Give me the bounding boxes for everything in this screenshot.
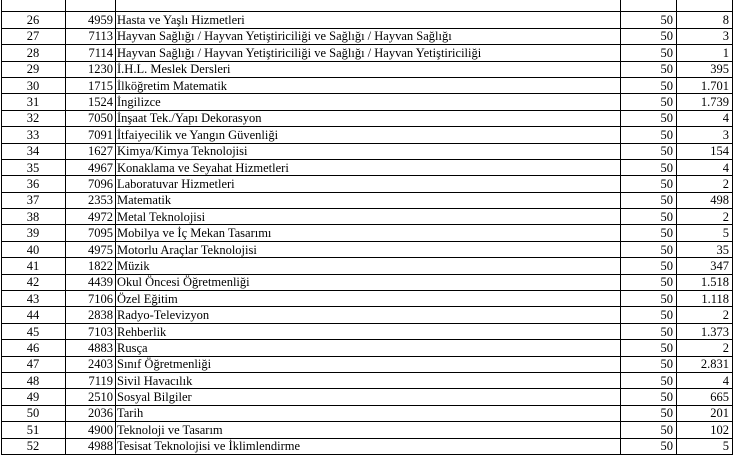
field-name: İngilizce	[116, 94, 621, 110]
field-code: 2403	[66, 356, 116, 372]
table-row	[2, 0, 733, 12]
field-name: İ.H.L. Meslek Dersleri	[116, 61, 621, 77]
field-code: 2838	[66, 307, 116, 323]
row-number: 40	[2, 241, 66, 257]
field-code: 4972	[66, 209, 116, 225]
row-number	[2, 0, 66, 12]
field-code: 4967	[66, 159, 116, 175]
field-code: 7114	[66, 45, 116, 61]
field-name: Hayvan Sağlığı / Hayvan Yetiştiriciliği ve Sağlığı / Hayvan Yetiştiriciliği	[116, 45, 621, 61]
applicant-count: 1.739	[677, 94, 733, 110]
field-name: Konaklama ve Seyahat Hizmetleri	[116, 159, 621, 175]
field-name: Müzik	[116, 258, 621, 274]
applicant-count: 8	[677, 12, 733, 28]
table-row	[2, 323, 733, 339]
table-row	[2, 307, 733, 323]
applicant-count: 1.118	[677, 291, 733, 307]
applicant-count: 4	[677, 159, 733, 175]
applicant-count: 4	[677, 372, 733, 388]
applicant-count: 498	[677, 192, 733, 208]
quota-value: 50	[621, 192, 677, 208]
field-code: 7091	[66, 127, 116, 143]
field-code: 1627	[66, 143, 116, 159]
row-number: 43	[2, 291, 66, 307]
row-number: 26	[2, 12, 66, 28]
row-number: 31	[2, 94, 66, 110]
field-name: Laboratuvar Hizmetleri	[116, 176, 621, 192]
quota-value	[621, 0, 677, 12]
field-code: 4988	[66, 438, 116, 454]
applicant-count: 1.701	[677, 77, 733, 93]
field-name: Hayvan Sağlığı / Hayvan Yetiştiriciliği ve Sağlığı / Hayvan Sağlığı	[116, 28, 621, 44]
table-row	[2, 61, 733, 77]
table-row	[2, 77, 733, 93]
row-number: 50	[2, 405, 66, 421]
row-number: 42	[2, 274, 66, 290]
field-code: 2510	[66, 389, 116, 405]
table-row	[2, 127, 733, 143]
field-name: Hasta ve Yaşlı Hizmetleri	[116, 12, 621, 28]
field-code: 4975	[66, 241, 116, 257]
table-row	[2, 438, 733, 454]
applicant-count: 4	[677, 110, 733, 126]
field-name: İlköğretim Matematik	[116, 77, 621, 93]
quota-value: 50	[621, 28, 677, 44]
quota-value: 50	[621, 258, 677, 274]
applicant-count: 35	[677, 241, 733, 257]
field-name: İnşaat Tek./Yapı Dekorasyon	[116, 110, 621, 126]
applicant-count: 154	[677, 143, 733, 159]
applicant-count: 665	[677, 389, 733, 405]
table-row	[2, 241, 733, 257]
field-name: Tarih	[116, 405, 621, 421]
field-name: Matematik	[116, 192, 621, 208]
row-number: 47	[2, 356, 66, 372]
quota-value: 50	[621, 274, 677, 290]
table-row	[2, 405, 733, 421]
row-number: 28	[2, 45, 66, 61]
field-code: 2353	[66, 192, 116, 208]
row-number: 34	[2, 143, 66, 159]
quota-value: 50	[621, 356, 677, 372]
field-name: Sınıf Öğretmenliği	[116, 356, 621, 372]
table-row	[2, 372, 733, 388]
table-row	[2, 274, 733, 290]
quota-value: 50	[621, 110, 677, 126]
applicant-count: 1.373	[677, 323, 733, 339]
row-number: 46	[2, 340, 66, 356]
quota-value: 50	[621, 225, 677, 241]
table-row	[2, 176, 733, 192]
field-name: İtfaiyecilik ve Yangın Güvenliği	[116, 127, 621, 143]
row-number: 27	[2, 28, 66, 44]
applicant-count: 3	[677, 127, 733, 143]
field-code: 4900	[66, 422, 116, 438]
row-number: 44	[2, 307, 66, 323]
table-row	[2, 110, 733, 126]
field-code: 7050	[66, 110, 116, 126]
quota-value: 50	[621, 241, 677, 257]
quota-value: 50	[621, 209, 677, 225]
field-code: 4439	[66, 274, 116, 290]
field-code: 1715	[66, 77, 116, 93]
row-number: 52	[2, 438, 66, 454]
row-number: 45	[2, 323, 66, 339]
field-name: Kimya/Kimya Teknolojisi	[116, 143, 621, 159]
applicant-count	[677, 0, 733, 12]
quota-value: 50	[621, 307, 677, 323]
quota-value: 50	[621, 323, 677, 339]
applicant-count: 5	[677, 225, 733, 241]
row-number: 38	[2, 209, 66, 225]
applicant-count: 2	[677, 340, 733, 356]
field-code: 7106	[66, 291, 116, 307]
applicant-count: 1	[677, 45, 733, 61]
field-name: Rusça	[116, 340, 621, 356]
field-name: Motorlu Araçlar Teknolojisi	[116, 241, 621, 257]
field-name: Özel Eğitim	[116, 291, 621, 307]
row-number: 29	[2, 61, 66, 77]
table-row	[2, 45, 733, 61]
field-name: Radyo-Televizyon	[116, 307, 621, 323]
field-name: Teknoloji ve Tasarım	[116, 422, 621, 438]
table-row	[2, 291, 733, 307]
row-number: 48	[2, 372, 66, 388]
field-code: 4883	[66, 340, 116, 356]
row-number: 37	[2, 192, 66, 208]
quota-value: 50	[621, 405, 677, 421]
table-row	[2, 356, 733, 372]
applicant-count: 1.518	[677, 274, 733, 290]
field-name	[116, 0, 621, 12]
quota-value: 50	[621, 45, 677, 61]
field-name: Okul Öncesi Öğretmenliği	[116, 274, 621, 290]
quota-value: 50	[621, 438, 677, 454]
field-code: 1524	[66, 94, 116, 110]
field-name: Tesisat Teknolojisi ve İklimlendirme	[116, 438, 621, 454]
table-row	[2, 389, 733, 405]
applicant-count: 3	[677, 28, 733, 44]
table-row	[2, 225, 733, 241]
field-name: Sosyal Bilgiler	[116, 389, 621, 405]
table-row	[2, 209, 733, 225]
field-name: Mobilya ve İç Mekan Tasarımı	[116, 225, 621, 241]
field-code: 7096	[66, 176, 116, 192]
quota-value: 50	[621, 389, 677, 405]
field-code: 7113	[66, 28, 116, 44]
row-number: 35	[2, 159, 66, 175]
quota-value: 50	[621, 61, 677, 77]
row-number: 32	[2, 110, 66, 126]
field-code: 4959	[66, 12, 116, 28]
quota-value: 50	[621, 94, 677, 110]
row-number: 33	[2, 127, 66, 143]
field-code: 1230	[66, 61, 116, 77]
applicant-count: 201	[677, 405, 733, 421]
quota-value: 50	[621, 12, 677, 28]
field-code: 7119	[66, 372, 116, 388]
row-number: 41	[2, 258, 66, 274]
quota-value: 50	[621, 291, 677, 307]
field-name: Sivil Havacılık	[116, 372, 621, 388]
quota-value: 50	[621, 143, 677, 159]
table-row	[2, 28, 733, 44]
table-row	[2, 258, 733, 274]
field-code: 7103	[66, 323, 116, 339]
applicant-count: 102	[677, 422, 733, 438]
applicant-count: 2	[677, 307, 733, 323]
applicant-count: 347	[677, 258, 733, 274]
row-number: 30	[2, 77, 66, 93]
field-code: 7095	[66, 225, 116, 241]
quota-value: 50	[621, 176, 677, 192]
quota-value: 50	[621, 422, 677, 438]
row-number: 39	[2, 225, 66, 241]
field-code	[66, 0, 116, 12]
applicant-count: 395	[677, 61, 733, 77]
quota-value: 50	[621, 159, 677, 175]
quota-value: 50	[621, 372, 677, 388]
table-row	[2, 422, 733, 438]
field-code: 1822	[66, 258, 116, 274]
applicant-count: 2	[677, 176, 733, 192]
quota-value: 50	[621, 77, 677, 93]
table-body	[2, 0, 733, 454]
table-row	[2, 340, 733, 356]
field-name: Metal Teknolojisi	[116, 209, 621, 225]
table-row	[2, 159, 733, 175]
applicant-count: 2	[677, 209, 733, 225]
row-number: 49	[2, 389, 66, 405]
applicant-count: 5	[677, 438, 733, 454]
row-number: 36	[2, 176, 66, 192]
table-row	[2, 12, 733, 28]
table-row	[2, 94, 733, 110]
row-number: 51	[2, 422, 66, 438]
field-name: Rehberlik	[116, 323, 621, 339]
quota-table	[1, 0, 733, 455]
applicant-count: 2.831	[677, 356, 733, 372]
field-code: 2036	[66, 405, 116, 421]
quota-value: 50	[621, 127, 677, 143]
table-row	[2, 192, 733, 208]
table-row	[2, 143, 733, 159]
quota-value: 50	[621, 340, 677, 356]
